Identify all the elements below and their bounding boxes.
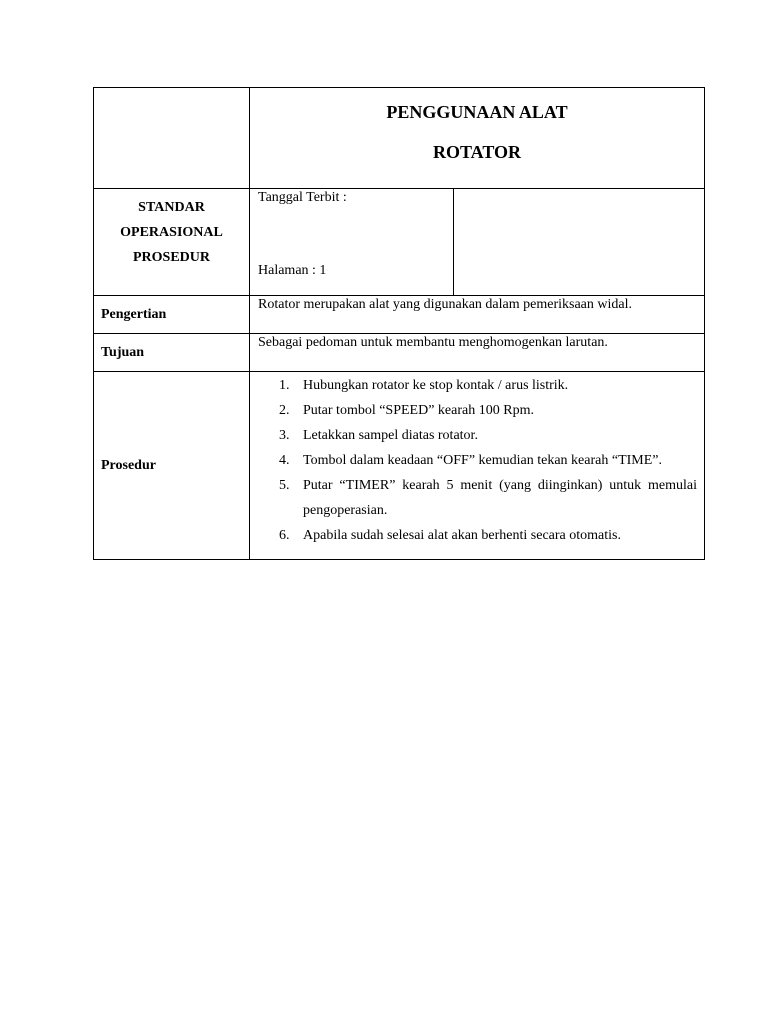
prosedur-label: Prosedur <box>94 372 250 560</box>
prosedur-row <box>94 372 705 560</box>
step-text: Letakkan sampel diatas rotator. <box>303 428 478 443</box>
pengertian-text: Rotator merupakan alat yang digunakan dalam pemeriksaan widal. <box>250 296 705 334</box>
title-row <box>94 88 705 189</box>
step-number: 3. <box>279 428 290 443</box>
step-text: Hubungkan rotator ke stop kontak / arus listrik. <box>303 378 569 393</box>
step-number: 6. <box>279 528 290 543</box>
sop-line-3: PROSEDUR <box>132 250 210 265</box>
sop-row <box>94 189 705 296</box>
title-line-1: PENGGUNAAN ALAT <box>386 102 568 122</box>
step-number: 1. <box>279 378 290 393</box>
date-cell <box>250 189 454 296</box>
list-item <box>250 398 704 423</box>
list-item <box>250 373 704 398</box>
list-item <box>250 473 704 523</box>
tujuan-text: Sebagai pedoman untuk membantu menghomogenkan larutan. <box>250 334 705 372</box>
step-text: Tombol dalam keadaan “OFF” kemudian tekan kearah “TIME”. <box>303 453 662 468</box>
sop-line-2: OPERASIONAL <box>120 225 223 240</box>
step-text: Apabila sudah selesai alat akan berhenti secara otomatis. <box>303 528 621 543</box>
prosedur-list <box>250 373 704 548</box>
step-text: Putar “TIMER” kearah 5 menit (yang diinginkan) untuk memulai pengoperasian. <box>303 478 697 518</box>
sop-table <box>93 87 705 560</box>
list-item <box>250 423 704 448</box>
title-line-2: ROTATOR <box>432 142 521 162</box>
halaman: Halaman : 1 <box>258 263 327 278</box>
sop-line-1: STANDAR <box>138 200 205 215</box>
signature-cell <box>454 189 705 296</box>
list-item <box>250 523 704 548</box>
tanggal-terbit: Tanggal Terbit : <box>258 190 347 205</box>
sop-label-cell <box>94 189 250 296</box>
tujuan-label: Tujuan <box>94 334 250 372</box>
step-text: Putar tombol “SPEED” kearah 100 Rpm. <box>303 403 534 418</box>
step-number: 4. <box>279 453 290 468</box>
logo-cell <box>94 88 250 189</box>
pengertian-row <box>94 296 705 334</box>
tujuan-row <box>94 334 705 372</box>
document-title <box>250 88 705 189</box>
list-item <box>250 448 704 473</box>
step-number: 5. <box>279 478 290 493</box>
pengertian-label: Pengertian <box>94 296 250 334</box>
prosedur-steps-cell <box>250 372 705 560</box>
step-number: 2. <box>279 403 290 418</box>
